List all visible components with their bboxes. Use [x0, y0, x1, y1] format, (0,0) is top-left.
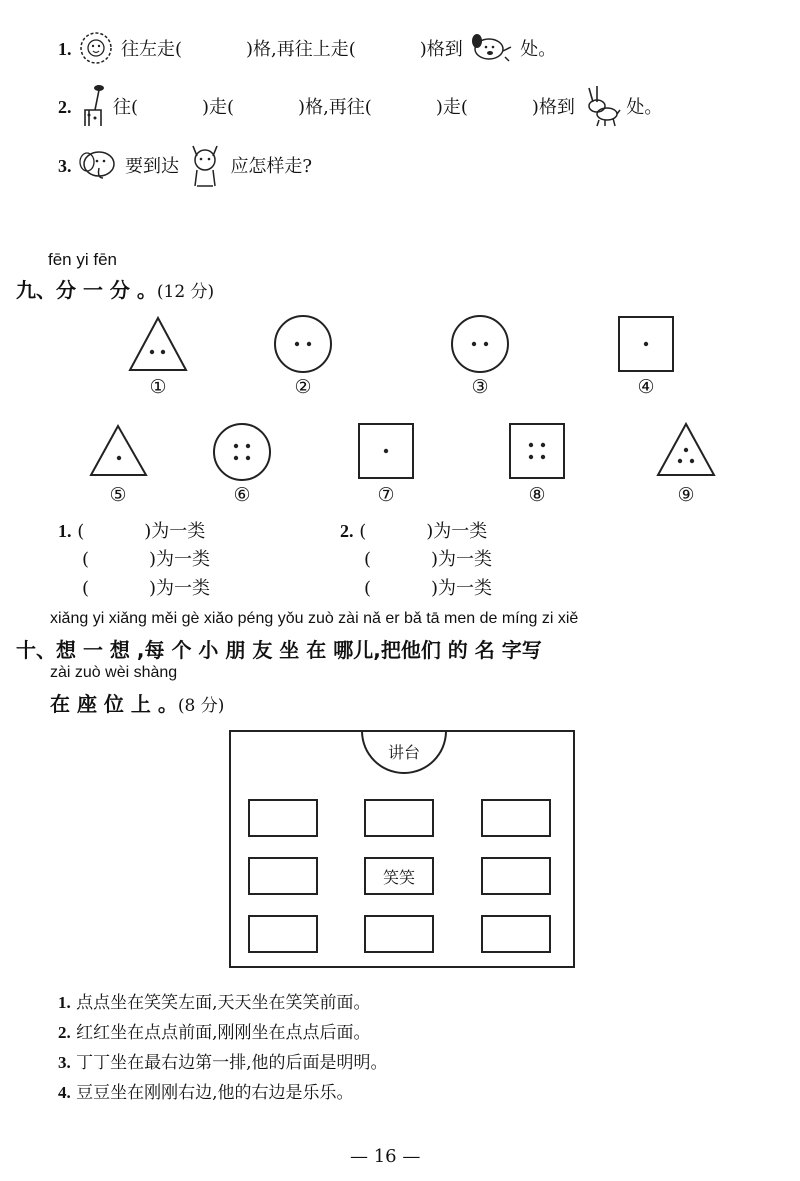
- clue-number: 4.: [58, 1083, 71, 1102]
- shape-5-triangle: [91, 426, 146, 475]
- direction-text: 往左走(: [120, 39, 182, 60]
- classroom-seating-chart: [229, 730, 575, 968]
- seat-row3-right[interactable]: [481, 915, 551, 953]
- cat-icon: [185, 142, 225, 192]
- paren-open: (: [359, 521, 367, 542]
- clue-number: 1.: [58, 993, 71, 1012]
- shape-label-7: ⑦: [377, 484, 395, 506]
- shape-9-triangle: [658, 424, 714, 475]
- shape-label-9: ⑨: [677, 484, 695, 506]
- seat-row2-left[interactable]: [248, 857, 318, 895]
- direction-text: 往(: [112, 97, 138, 118]
- answer-suffix: )为一类: [431, 549, 493, 570]
- section10-title-2: [50, 688, 224, 717]
- shape-label-3: ③: [471, 376, 489, 398]
- direction-text: )走(: [202, 97, 235, 118]
- answer-suffix: )为一类: [144, 521, 206, 542]
- direction-text: )格,再往(: [298, 97, 372, 118]
- answer-suffix: )为一类: [149, 578, 211, 599]
- direction-text: )格到: [531, 97, 575, 118]
- grid-question-3: [58, 142, 312, 192]
- clue-number: 3.: [58, 1053, 71, 1072]
- section9-title: [16, 274, 214, 303]
- paren-open: (: [82, 549, 90, 570]
- answer-suffix: )为一类: [431, 578, 493, 599]
- paren-open: (: [77, 521, 85, 542]
- shape-4-square: [619, 317, 673, 371]
- shape-label-8: ⑧: [528, 484, 546, 506]
- shape-6-circle: [214, 424, 270, 480]
- shape-label-2: ②: [294, 376, 312, 398]
- shape-2-circle: [275, 316, 331, 372]
- clue-text: 丁丁坐在最右边第一排,他的后面是明明。: [76, 1053, 388, 1073]
- section9-pinyin: fēn yi fēn: [48, 250, 117, 269]
- clue-1: [58, 988, 371, 1013]
- answer-number: 1.: [58, 521, 72, 541]
- podium: 讲台: [361, 730, 447, 774]
- direction-text: 要到达: [124, 156, 179, 177]
- giraffe-icon: [77, 82, 107, 134]
- paren-open: (: [82, 578, 90, 599]
- classify-answer-2c: [364, 580, 492, 598]
- classify-answer-2a: [340, 522, 487, 541]
- classify-answer-1a: [58, 522, 205, 541]
- shape-label-4: ④: [637, 376, 655, 398]
- seat-row2-middle: 笑笑: [364, 857, 434, 895]
- shape-1-triangle: [130, 318, 186, 370]
- clue-2: [58, 1018, 371, 1043]
- seat-row2-right[interactable]: [481, 857, 551, 895]
- seat-row3-left[interactable]: [248, 915, 318, 953]
- classify-answer-2b: [364, 551, 492, 569]
- shape-label-1: ①: [149, 376, 167, 398]
- grid-question-2: [58, 82, 662, 134]
- question-number: 3.: [58, 156, 72, 176]
- section10-title-1: 十、想 一 想 ,每 个 小 朋 友 坐 在 哪儿,把他们 的 名 字写: [16, 638, 542, 662]
- seat-row1-left[interactable]: [248, 799, 318, 837]
- question-number: 1.: [58, 39, 72, 59]
- seat-row1-right[interactable]: [481, 799, 551, 837]
- section10-title-2-text: 在 座 位 上 。: [50, 692, 178, 716]
- section10-pinyin-1: xiǎng yi xiǎng měi gè xiǎo péng yǒu zuò zài nǎ er bǎ tā men de míng zi xiě: [50, 610, 579, 627]
- shape-label-5: ⑤: [109, 484, 127, 506]
- clue-text: 红红坐在点点前面,刚刚坐在点点后面。: [76, 1023, 371, 1043]
- shape-3-circle: [452, 316, 508, 372]
- direction-text: )格到: [419, 39, 463, 60]
- shape-8-square: [510, 424, 564, 478]
- answer-suffix: )为一类: [149, 549, 211, 570]
- dog-icon: [469, 31, 515, 69]
- classify-answer-1c: [82, 580, 210, 598]
- shape-label-6: ⑥: [233, 484, 251, 506]
- donkey-icon: [581, 84, 621, 132]
- clue-text: 点点坐在笑笑左面,天天坐在笑笑前面。: [76, 993, 371, 1013]
- answer-suffix: )为一类: [426, 521, 488, 542]
- direction-text: )走(: [435, 97, 468, 118]
- grid-question-1: [58, 30, 556, 70]
- direction-text: )格,再往上走(: [246, 39, 356, 60]
- lion-icon: [77, 30, 115, 70]
- clue-number: 2.: [58, 1023, 71, 1042]
- section10-pinyin-2: zài zuò wèi shàng: [50, 664, 178, 681]
- section10-score: (8 分): [177, 696, 225, 716]
- elephant-icon: [77, 148, 119, 186]
- paren-open: (: [364, 578, 372, 599]
- section9-score: (12 分): [156, 282, 215, 302]
- direction-text: 处。: [626, 97, 663, 118]
- clue-4: [58, 1078, 354, 1103]
- page-number: — 16 —: [350, 1146, 421, 1167]
- clue-text: 豆豆坐在刚刚右边,他的右边是乐乐。: [76, 1083, 354, 1103]
- clue-3: [58, 1048, 388, 1073]
- seat-row3-middle[interactable]: [364, 915, 434, 953]
- direction-text: 处。: [520, 39, 557, 60]
- answer-number: 2.: [340, 521, 354, 541]
- paren-open: (: [364, 549, 372, 570]
- seat-row1-middle[interactable]: [364, 799, 434, 837]
- section9-title-text: 九、分 一 分 。: [16, 278, 157, 302]
- classify-answer-1b: [82, 551, 210, 569]
- direction-text: 应怎样走?: [230, 156, 313, 177]
- shape-7-square: [359, 424, 413, 478]
- question-number: 2.: [58, 97, 72, 117]
